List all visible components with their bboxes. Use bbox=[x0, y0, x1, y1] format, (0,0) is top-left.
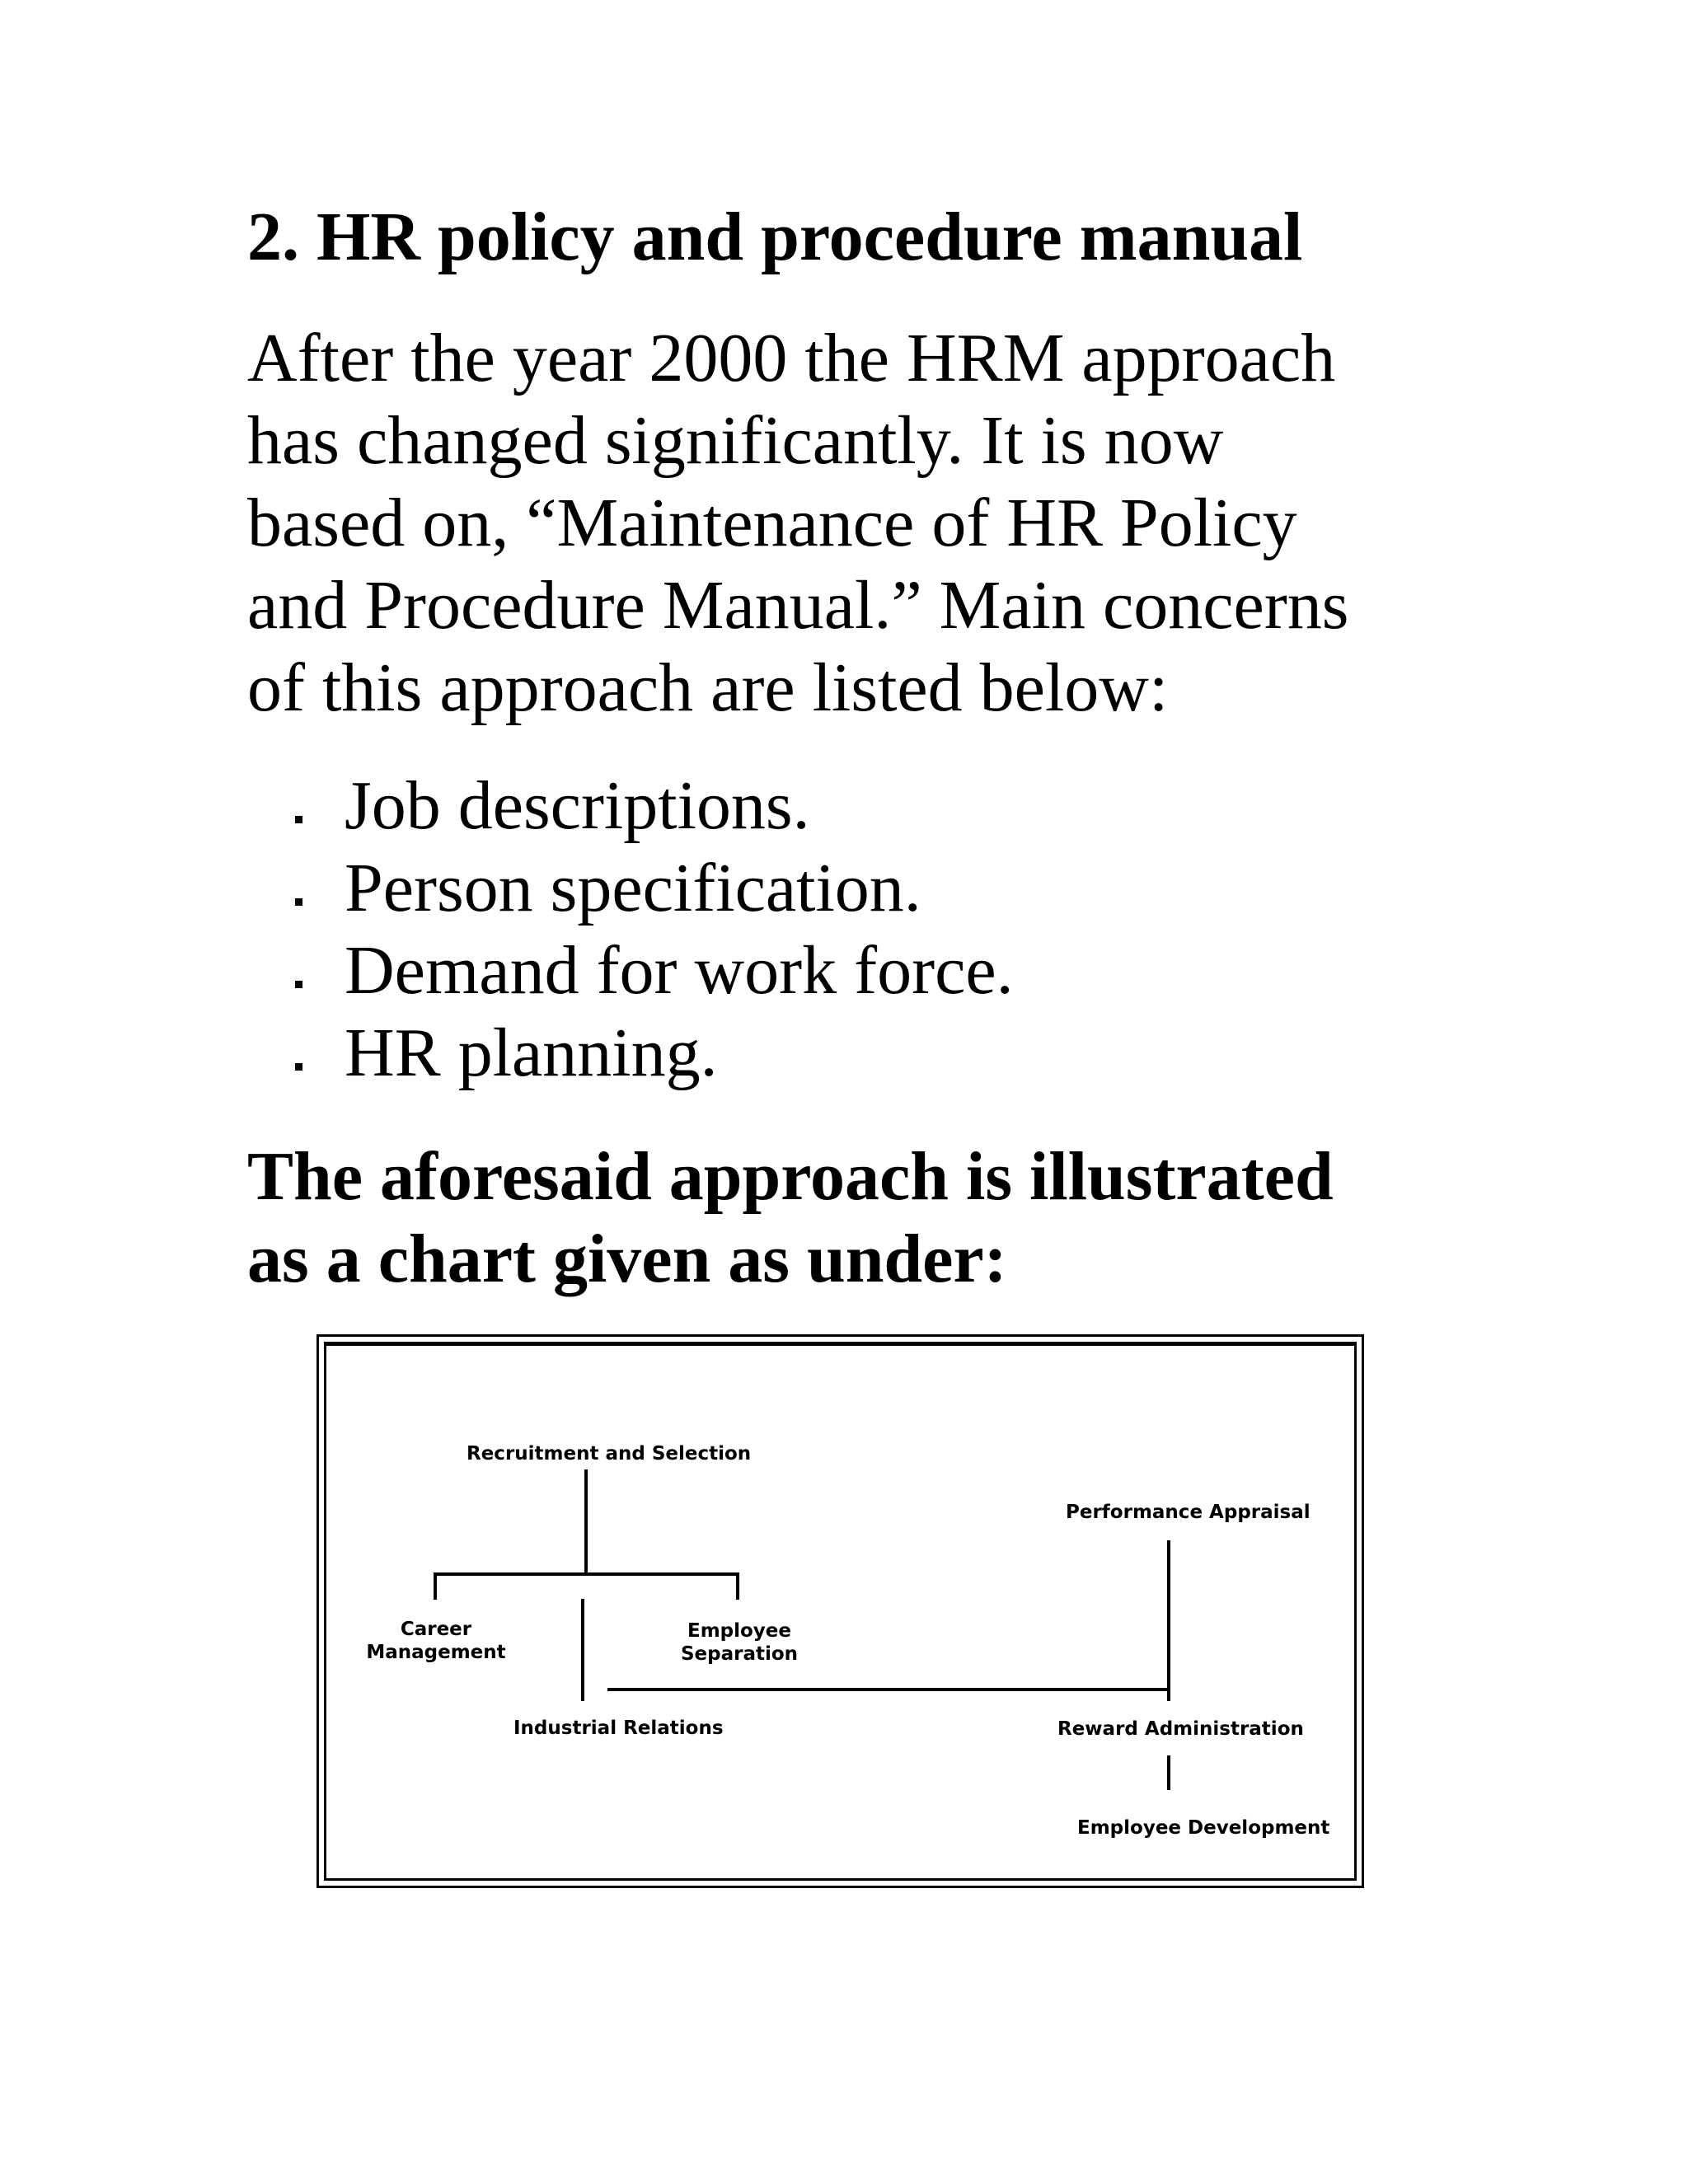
node-career-management-line1: Career bbox=[400, 1619, 472, 1640]
section-heading: 2. HR policy and procedure manual bbox=[247, 199, 1303, 275]
square-bullet-icon bbox=[295, 898, 302, 906]
node-performance-appraisal: Performance Appraisal bbox=[1066, 1502, 1311, 1523]
list-item-text: Job descriptions. bbox=[345, 767, 810, 844]
node-employee-separation-line2: Separation bbox=[680, 1643, 799, 1665]
concerns-list bbox=[247, 765, 1014, 1094]
list-item-text: Person specification. bbox=[345, 850, 921, 926]
intro-paragraph bbox=[247, 317, 1349, 729]
paragraph-line: After the year 2000 the HRM approach bbox=[247, 320, 1336, 396]
node-employee-separation-line1: Employee bbox=[687, 1620, 792, 1642]
list-item-text: Demand for work force. bbox=[345, 932, 1014, 1009]
chart-intro-text bbox=[247, 1136, 1334, 1301]
hr-diagram bbox=[319, 1337, 1367, 1891]
square-bullet-icon bbox=[295, 1063, 302, 1071]
square-bullet-icon bbox=[295, 816, 302, 823]
list-item bbox=[247, 847, 1014, 930]
square-bullet-icon bbox=[295, 981, 302, 988]
list-item bbox=[247, 1012, 1014, 1094]
paragraph-line: based on, “Maintenance of HR Policy bbox=[247, 485, 1297, 561]
list-item bbox=[247, 765, 1014, 847]
conclusion-line: as a chart given as under: bbox=[247, 1221, 1007, 1297]
node-recruitment-selection: Recruitment and Selection bbox=[467, 1443, 752, 1465]
node-reward-administration: Reward Administration bbox=[1057, 1718, 1304, 1740]
node-career-management-line2: Management bbox=[366, 1642, 506, 1663]
paragraph-line: and Procedure Manual.” Main concerns bbox=[247, 567, 1349, 644]
node-industrial-relations: Industrial Relations bbox=[513, 1718, 724, 1739]
paragraph-line: of this approach are listed below: bbox=[247, 649, 1169, 726]
paragraph-line: has changed significantly. It is now bbox=[247, 402, 1224, 479]
hr-diagram-frame bbox=[316, 1334, 1364, 1888]
list-item bbox=[247, 930, 1014, 1012]
list-item-text: HR planning. bbox=[345, 1015, 718, 1091]
conclusion-line: The aforesaid approach is illustrated bbox=[247, 1138, 1334, 1215]
node-employee-development: Employee Development bbox=[1077, 1817, 1330, 1839]
